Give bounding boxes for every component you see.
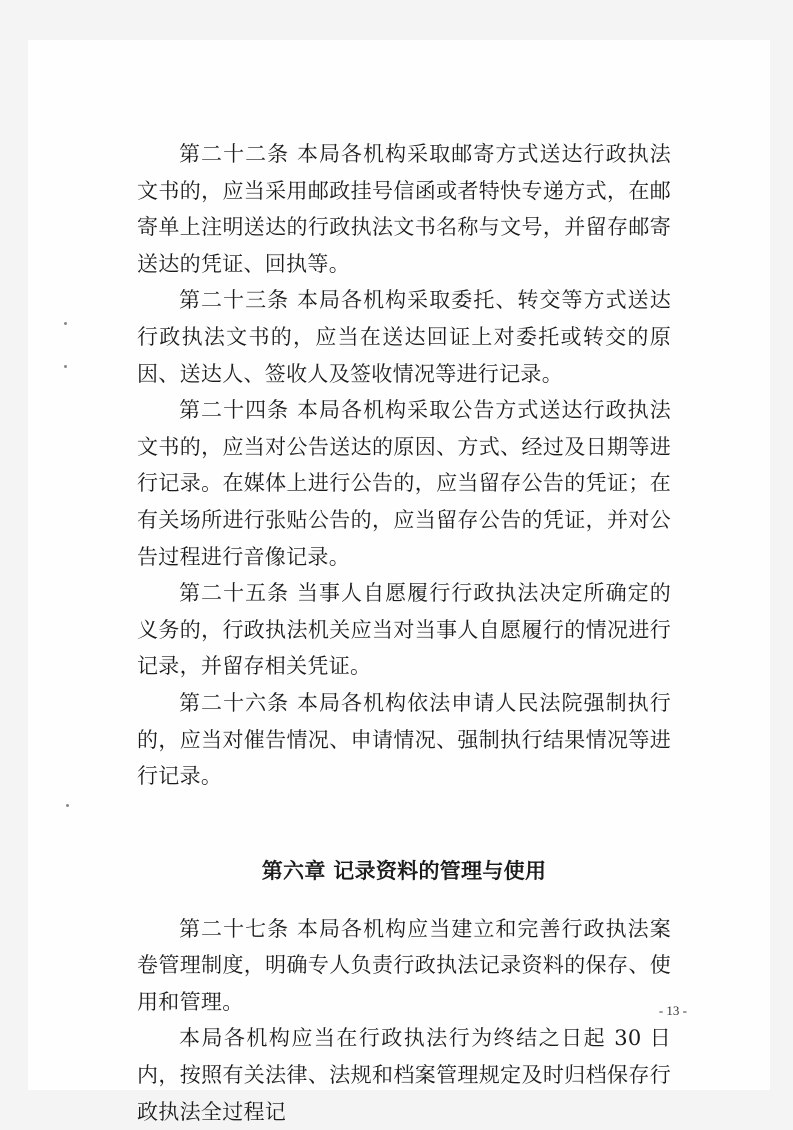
chapter-title: 第六章 记录资料的管理与使用 (261, 857, 547, 883)
scan-speck (64, 365, 67, 368)
article-24: 第二十四条 本局各机构采取公告方式送达行政执法文书的，应当对公告送达的原因、方式、经过及日期等进行记录。在媒体上进行公告的，应当留存公告的凭证；在有关场所进行张贴公告的，应当留存公告的凭证，并对公告过程进行音像记录。 (137, 398, 671, 569)
page-number: - 13 - (658, 1003, 687, 1018)
article-23: 第二十三条 本局各机构采取委托、转交等方式送达行政执法文书的，应当在送达回证上对委托或转交的原因、送达人、签收人及签收情况等进行记录。 (137, 288, 671, 386)
article-27-continued: 本局各机构应当在行政执法行为终结之日起 30 日内，按照有关法律、法规和档案管理规定及时归档保存行政执法全过程记 (137, 1026, 671, 1124)
document-body (137, 136, 671, 1130)
article-27: 第二十七条 本局各机构应当建立和完善行政执法案卷管理制度，明确专人负责行政执法记录资料的保存、使用和管理。 (137, 916, 671, 1014)
article-25: 第二十五条 当事人自愿履行行政执法决定所确定的义务的，行政执法机关应当对当事人自愿履行的情况进行记录，并留存相关凭证。 (137, 581, 671, 679)
article-22: 第二十二条 本局各机构采取邮寄方式送达行政执法文书的，应当采用邮政挂号信函或者特快专递方式，在邮寄单上注明送达的行政执法文书名称与文号，并留存邮寄送达的凭证、回执等。 (137, 142, 671, 276)
article-26: 第二十六条 本局各机构依法申请人民法院强制执行的，应当对催告情况、申请情况、强制执行结果情况等进行记录。 (137, 690, 671, 789)
scan-speck (66, 804, 69, 807)
scan-speck (64, 322, 67, 325)
